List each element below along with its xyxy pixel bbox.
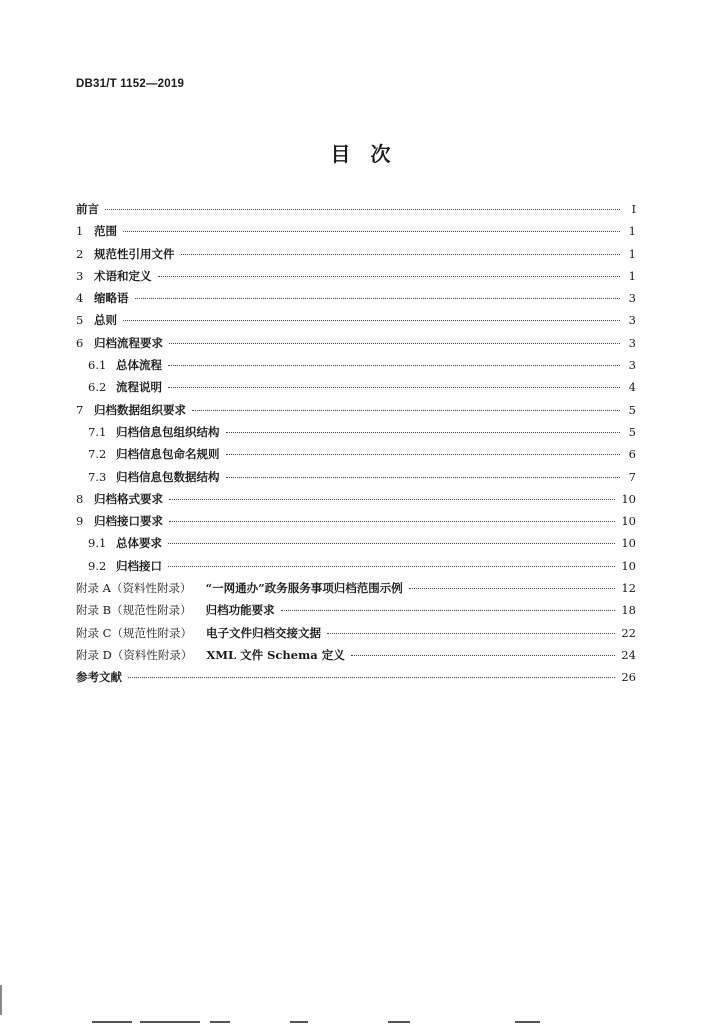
toc-dot-leader	[409, 588, 616, 589]
scan-edge-artifact	[0, 1019, 721, 1024]
toc-dot-leader	[168, 543, 615, 544]
toc-page-number: 1	[628, 246, 636, 261]
toc-page-number: 3	[628, 358, 636, 373]
toc-entry-label: 归档信息包命名规则	[116, 447, 220, 462]
toc-entry-label: 流程说明	[116, 380, 162, 395]
toc-page-number: 3	[628, 313, 636, 328]
toc-entry-number: 附录 B（规范性附录）	[76, 603, 192, 618]
toc-page-number: 4	[628, 380, 636, 395]
toc-page-number: 10	[621, 514, 636, 529]
toc-entry[interactable]	[76, 599, 636, 621]
toc-page-number: 1	[628, 224, 636, 239]
toc-entry[interactable]	[76, 354, 636, 376]
toc-dot-leader	[281, 610, 616, 611]
toc-dot-leader	[105, 209, 620, 210]
toc-entry-number: 4	[76, 291, 84, 306]
toc-dot-leader	[168, 365, 620, 366]
toc-dot-leader	[168, 566, 615, 567]
toc-entry-label: 归档接口要求	[94, 514, 163, 529]
toc-entry-number: 6.2	[88, 380, 107, 395]
toc-entry-label: 归档数据组织要求	[94, 402, 186, 417]
toc-dot-leader	[168, 387, 620, 388]
toc-dot-leader	[226, 454, 621, 455]
toc-entry[interactable]	[76, 376, 636, 398]
toc-entry-number: 附录 C（规范性附录）	[76, 625, 192, 640]
toc-entry-number: 附录 D（资料性附录）	[76, 647, 193, 662]
document-code: DB31/T 1152—2019	[76, 78, 185, 90]
toc-entry-number: 8	[76, 491, 84, 506]
toc-entry-label: 术语和定义	[94, 268, 152, 283]
toc-entry[interactable]	[76, 577, 636, 599]
page-title: 目 次	[330, 142, 391, 166]
toc-page-number: 3	[628, 291, 636, 306]
toc-dot-leader	[169, 499, 615, 500]
toc-entry[interactable]	[76, 532, 636, 554]
toc-entry-number: 7	[76, 402, 84, 417]
toc-page-number: 3	[628, 335, 636, 350]
table-of-contents	[76, 198, 636, 689]
toc-entry-number: 附录 A（资料性附录）	[76, 581, 192, 596]
toc-dot-leader	[351, 655, 616, 656]
toc-page-number: 22	[621, 625, 636, 640]
toc-entry-number: 9.1	[88, 536, 107, 551]
toc-page-number: 6	[628, 447, 636, 462]
toc-entry-label: 归档信息包组织结构	[116, 424, 220, 439]
toc-dot-leader	[181, 254, 621, 255]
toc-entry[interactable]	[76, 555, 636, 577]
toc-entry[interactable]	[76, 243, 636, 265]
toc-dot-leader	[123, 231, 620, 232]
toc-entry-number: 2	[76, 246, 84, 261]
toc-entry[interactable]	[76, 287, 636, 309]
toc-dot-leader	[169, 521, 615, 522]
toc-entry-label: 归档流程要求	[94, 335, 163, 350]
toc-dot-leader	[128, 677, 615, 678]
toc-entry[interactable]	[76, 332, 636, 354]
toc-entry[interactable]	[76, 644, 636, 666]
toc-entry[interactable]	[76, 510, 636, 532]
toc-entry[interactable]	[76, 198, 636, 220]
toc-page-number: 5	[628, 402, 636, 417]
toc-page-number: 26	[621, 670, 636, 685]
toc-entry-number: 1	[76, 224, 84, 239]
toc-page-number: 5	[628, 424, 636, 439]
toc-entry-number: 7.2	[88, 447, 107, 462]
toc-page-number: 7	[628, 469, 636, 484]
toc-entry-number: 6.1	[88, 358, 107, 373]
toc-dot-leader	[123, 320, 620, 321]
toc-entry-label: 总体要求	[116, 536, 162, 551]
scan-left-edge-mark	[0, 985, 2, 1015]
toc-page-number: 10	[621, 491, 636, 506]
toc-entry-number: 9	[76, 514, 84, 529]
toc-entry[interactable]	[76, 466, 636, 488]
toc-page-number: 18	[621, 603, 636, 618]
toc-entry[interactable]	[76, 488, 636, 510]
toc-dot-leader	[327, 633, 615, 634]
toc-entry-label: 规范性引用文件	[94, 246, 175, 261]
toc-page-number: 1	[628, 268, 636, 283]
toc-entry[interactable]	[76, 443, 636, 465]
toc-page-number: 24	[621, 647, 636, 662]
toc-page-number: 12	[621, 581, 636, 596]
toc-entry[interactable]	[76, 666, 636, 688]
toc-entry-label: 归档格式要求	[94, 491, 163, 506]
toc-entry[interactable]	[76, 265, 636, 287]
toc-page-number: I	[631, 202, 636, 216]
toc-entry-number: 3	[76, 268, 84, 283]
toc-page-number: 10	[621, 536, 636, 551]
toc-entry-label: 缩略语	[94, 291, 129, 306]
toc-entry-label: 电子文件归档交接文据	[205, 625, 321, 640]
toc-entry-number: 5	[76, 313, 84, 328]
toc-entry[interactable]	[76, 399, 636, 421]
toc-entry-number: 9.2	[88, 558, 107, 573]
toc-entry-label: 参考文献	[76, 670, 122, 685]
toc-entry-label: 归档信息包数据结构	[116, 469, 220, 484]
toc-dot-leader	[169, 343, 620, 344]
toc-entry-number: 7.3	[88, 469, 107, 484]
toc-entry-label: 范围	[94, 224, 117, 239]
toc-entry-label: 总体流程	[116, 358, 162, 373]
toc-entry[interactable]	[76, 622, 636, 644]
toc-entry-label: 归档接口	[116, 558, 162, 573]
toc-page-number: 10	[621, 558, 636, 573]
toc-entry-label: 前言	[76, 202, 99, 216]
toc-entry-number: 7.1	[88, 424, 107, 439]
toc-entry[interactable]	[76, 421, 636, 443]
toc-dot-leader	[158, 276, 621, 277]
toc-dot-leader	[226, 432, 621, 433]
toc-entry-label: 归档功能要求	[205, 603, 275, 618]
toc-entry-label: XML 文件 Schema 定义	[206, 647, 345, 662]
toc-entry-number: 6	[76, 335, 84, 350]
toc-dot-leader	[135, 298, 621, 299]
toc-dot-leader	[226, 477, 621, 478]
toc-entry-label: “一网通办”政务服务事项归档范围示例	[205, 581, 403, 596]
toc-entry-label: 总则	[94, 313, 117, 328]
toc-dot-leader	[192, 410, 620, 411]
toc-entry[interactable]	[76, 309, 636, 331]
toc-entry[interactable]	[76, 220, 636, 242]
